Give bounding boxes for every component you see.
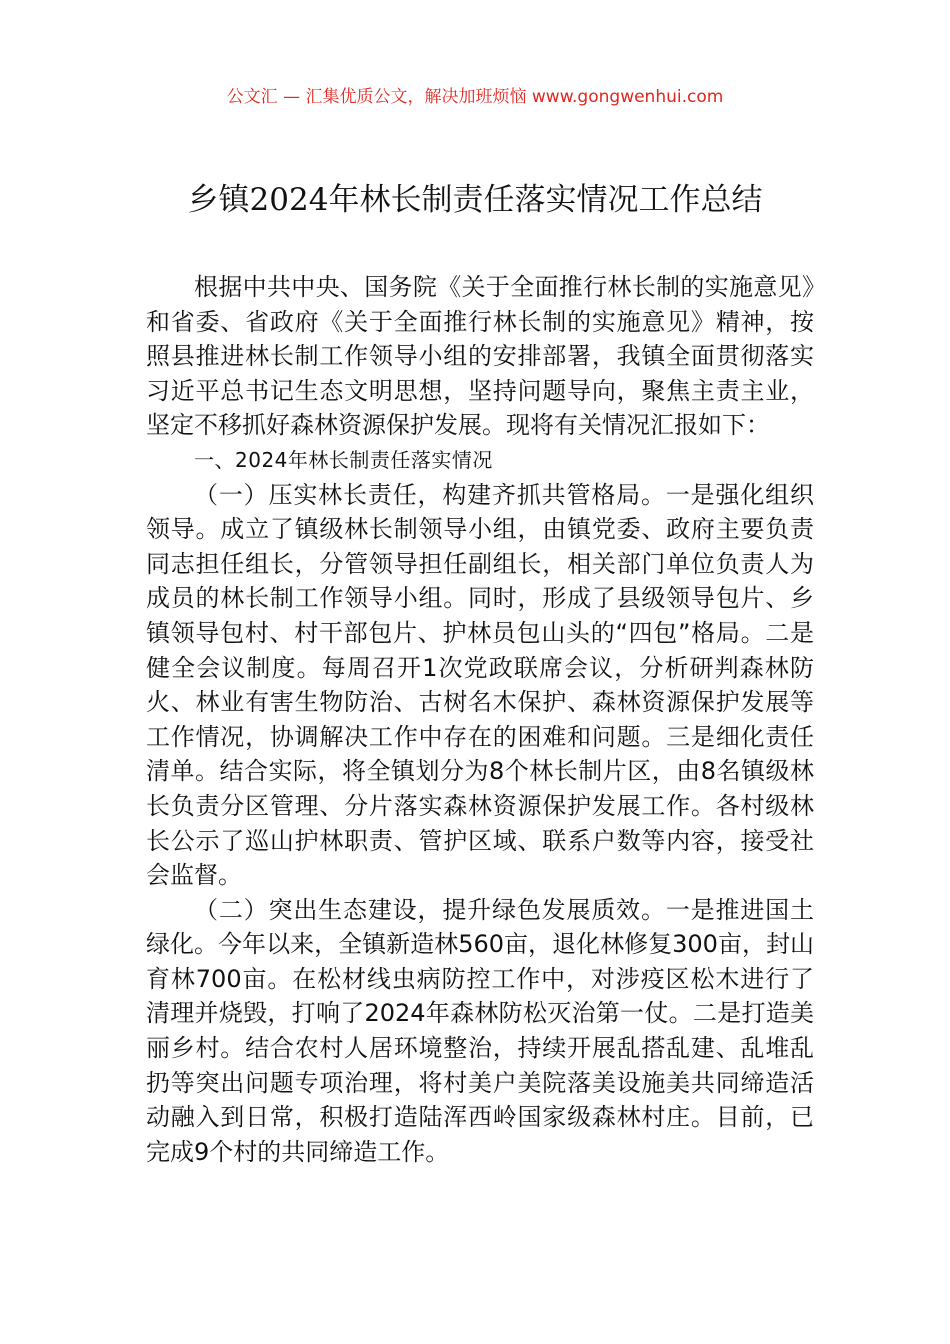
section-heading-1: 一、2024年林长制责任落实情况 [194,447,493,472]
site-banner: 公文汇 — 汇集优质公文，解决加班烦恼 www.gongwenhui.com [226,87,724,107]
subsection-paragraph-2: （二）突出生态建设，提升绿色发展质效。一是推进国土绿化。今年以来，全镇新造林560亩，退化林修复300亩，封山育林700亩。在松材线虫病防控工作中，对涉疫区松木进行了清理并烧毁，打响了2024年森林防松灭治第一仗。二是打造美丽乡村。结合农村人居环境整治，持续开展乱搭乱建、乱堆乱扔等突出问题专项治理，将村美户美院落美设施美共同缔造活动融入到日常，积极打造陆浑西岭国家级森林村庄。目前，已完成9个村的共同缔造工作。 [146,895,814,1166]
intro-paragraph: 根据中共中央、国务院《关于全面推行林长制的实施意见》和省委、省政府《关于全面推行林长制的实施意见》精神，按照县推进林长制工作领导小组的安排部署，我镇全面贯彻落实习近平总书记生态文明思想，坚持问题导向，聚焦主责主业，坚定不移抓好森林资源保护发展。现将有关情况汇报如下： [146,273,814,440]
subsection-paragraph-1: （一）压实林长责任，构建齐抓共管格局。一是强化组织领导。成立了镇级林长制领导小组，由镇党委、政府主要负责同志担任组长，分管领导担任副组长，相关部门单位负责人为成员的林长制工作领导小组。同时，形成了县级领导包片、乡镇领导包村、村干部包片、护林员包山头的“四包”格局。二是健全会议制度。每周召开1次党政联席会议，分析研判森林防火、林业有害生物防治、古树名木保护、森林资源保护发展等工作情况，协调解决工作中存在的困难和问题。三是细化责任清单。结合实际，将全镇划分为8个林长制片区，由8名镇级林长负责分区管理、分片落实森林资源保护发展工作。各村级林长公示了巡山护林职责、管护区域、联系户数等内容，接受社会监督。 [146,480,814,890]
document-title: 乡镇2024年林长制责任落实情况工作总结 [187,182,763,218]
document-body [146,270,814,1169]
